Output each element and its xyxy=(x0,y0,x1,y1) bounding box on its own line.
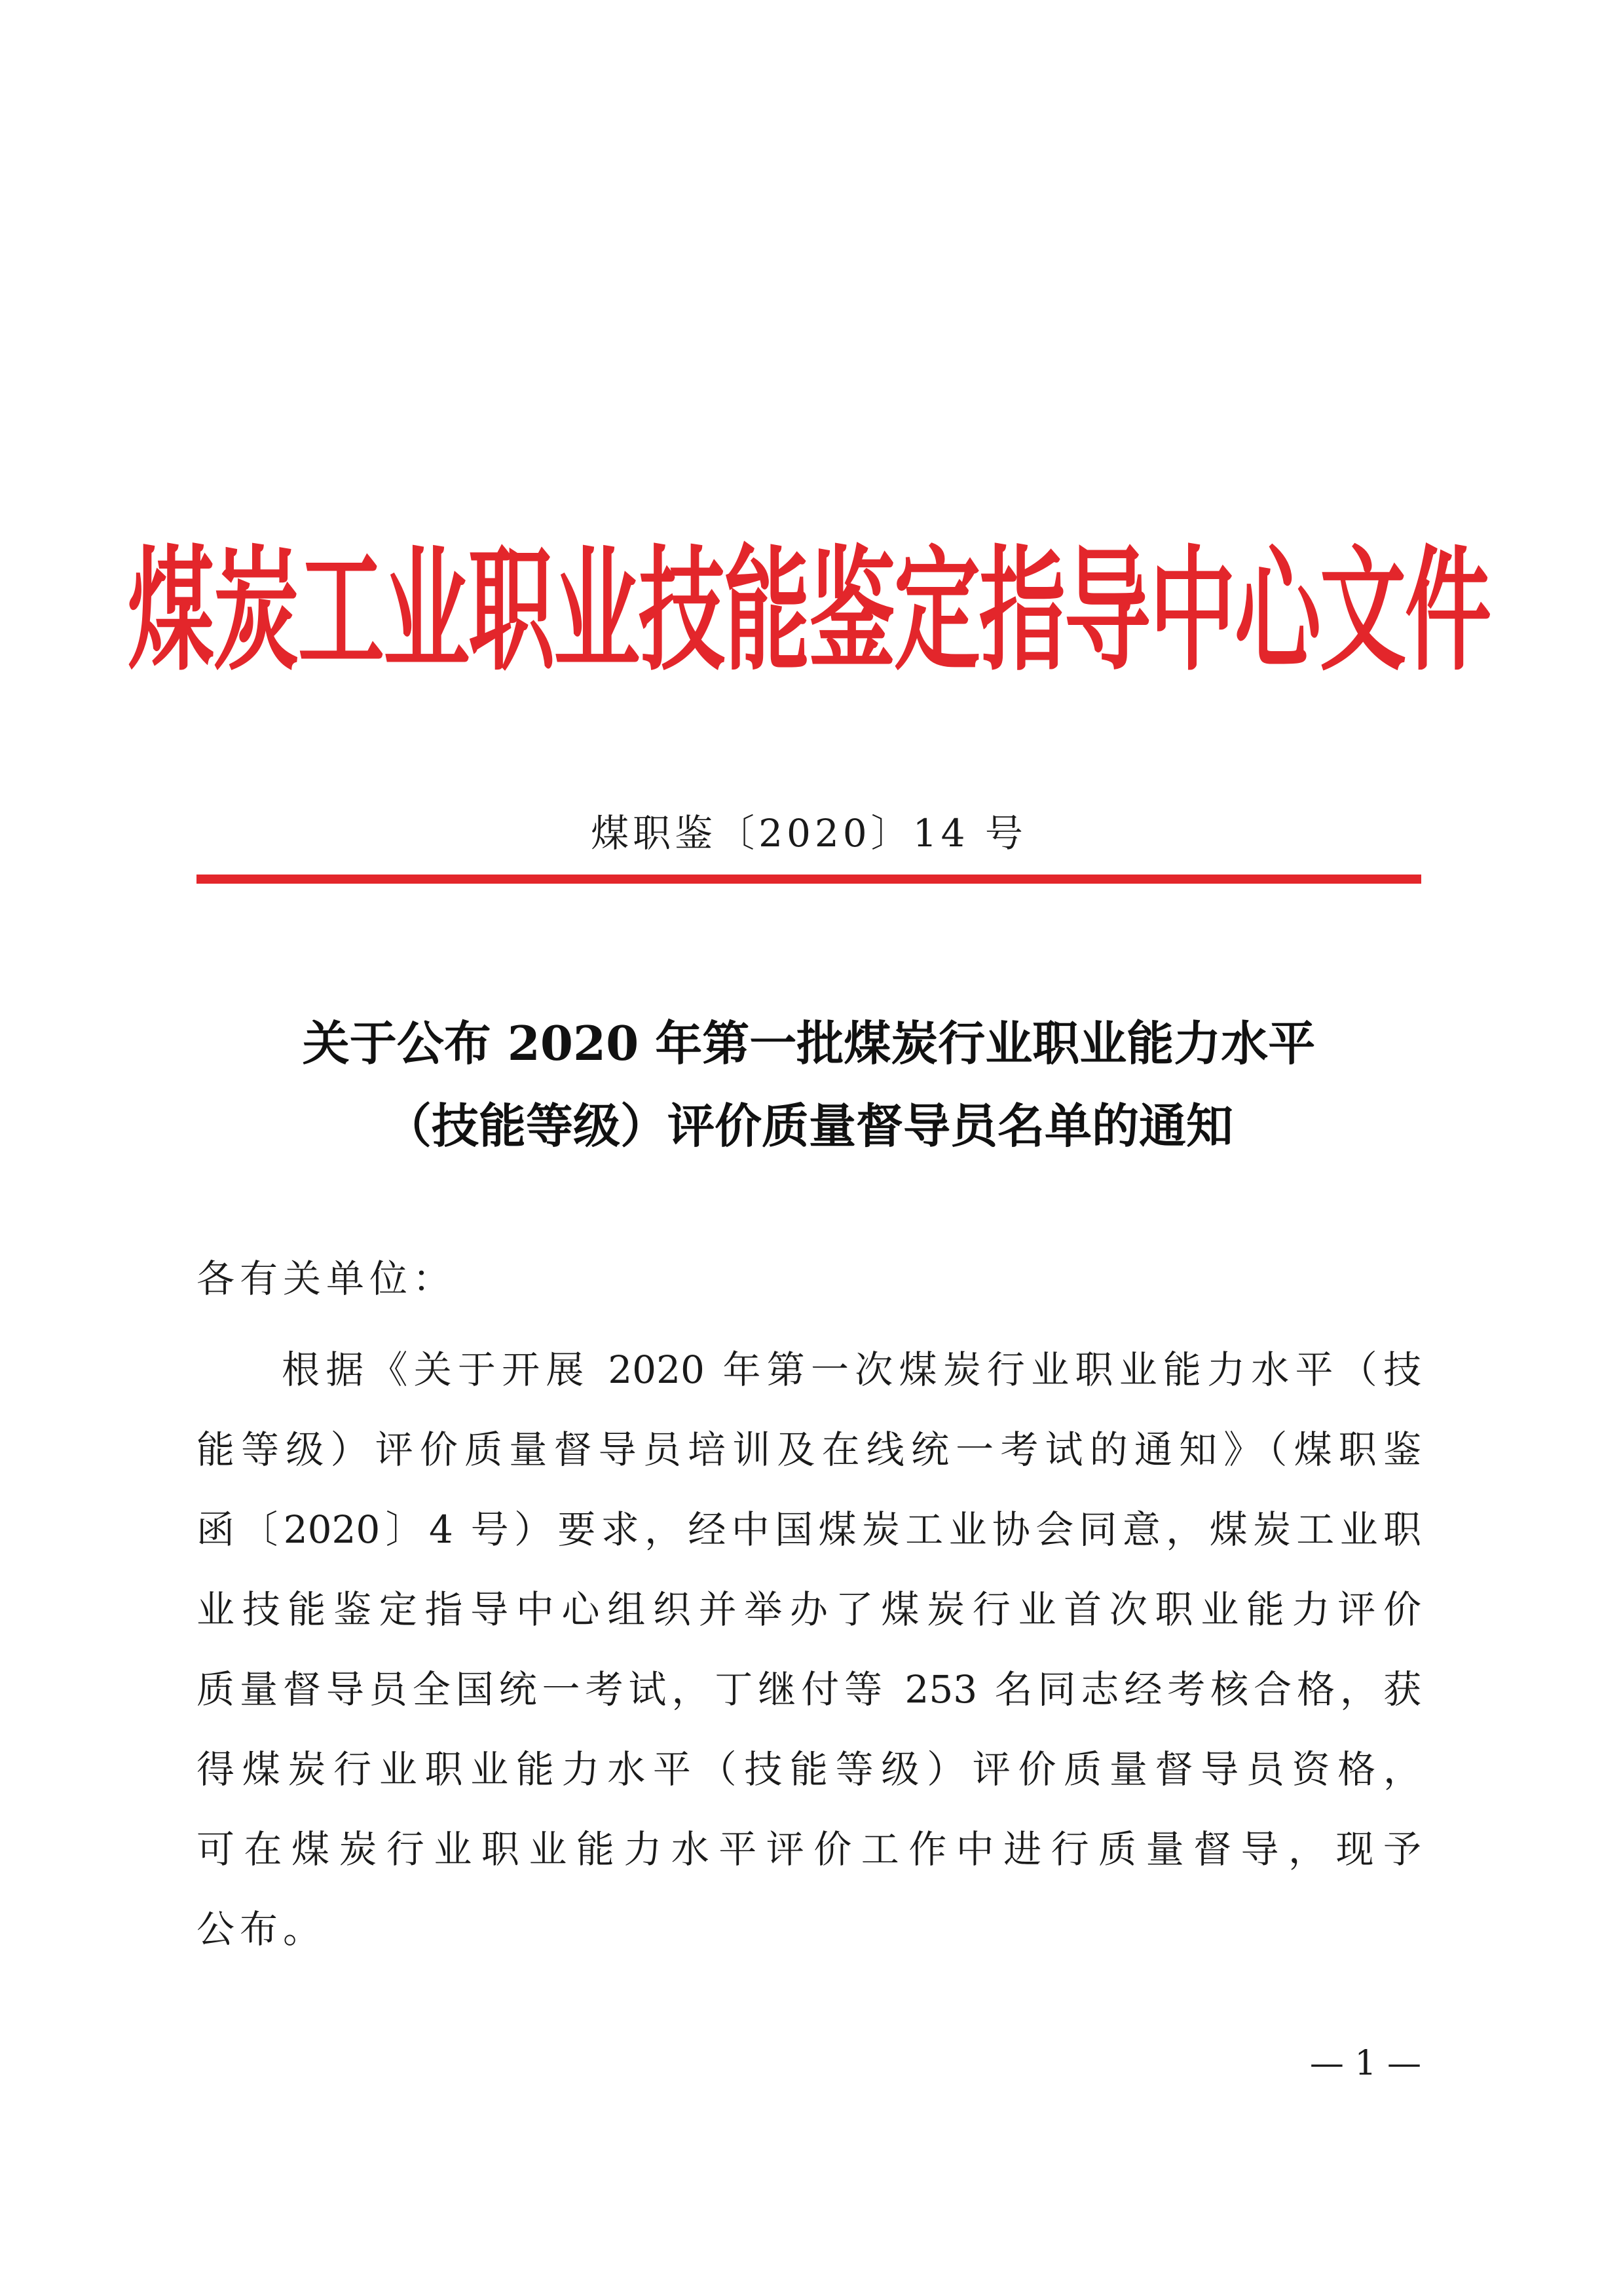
body-line: 可在煤炭行业职业能力水平评价工作中进行质量督导，现予 xyxy=(196,1827,1421,1872)
body-line: 函〔2020〕4 号）要求，经中国煤炭工业协会同意，煤炭工业职 xyxy=(196,1507,1421,1552)
body-line: 业技能鉴定指导中心组织并举办了煤炭行业首次职业能力评价 xyxy=(196,1587,1421,1632)
notice-title-line-2: （技能等级）评价质量督导员名单的通知 xyxy=(384,1098,1233,1154)
body-line: 公布。 xyxy=(196,1907,327,1951)
masthead-title: 煤炭工业职业技能鉴定指导中心文件 xyxy=(128,533,1490,690)
body-line: 质量督导员全国统一考试，丁继付等 253 名同志经考核合格，获 xyxy=(196,1667,1421,1712)
notice-title xyxy=(196,1002,1421,1167)
notice-title-line-1: 关于公布 2020 年第一批煤炭行业职业能力水平 xyxy=(302,1015,1316,1071)
red-divider-line xyxy=(196,875,1421,884)
body-paragraph xyxy=(196,1330,1421,1969)
body-line: 得煤炭行业职业能力水平（技能等级）评价质量督导员资格， xyxy=(196,1747,1421,1792)
page-number: — 1 — xyxy=(1309,2044,1421,2083)
salutation: 各有关单位： xyxy=(196,1256,456,1301)
body-line: 根据《关于开展 2020 年第一次煤炭行业职业能力水平（技 xyxy=(282,1347,1421,1392)
body-line: 能等级）评价质量督导员培训及在线统一考试的通知》（煤职鉴 xyxy=(196,1427,1421,1472)
document-number: 煤职鉴〔2020〕14 号 xyxy=(591,811,1027,856)
